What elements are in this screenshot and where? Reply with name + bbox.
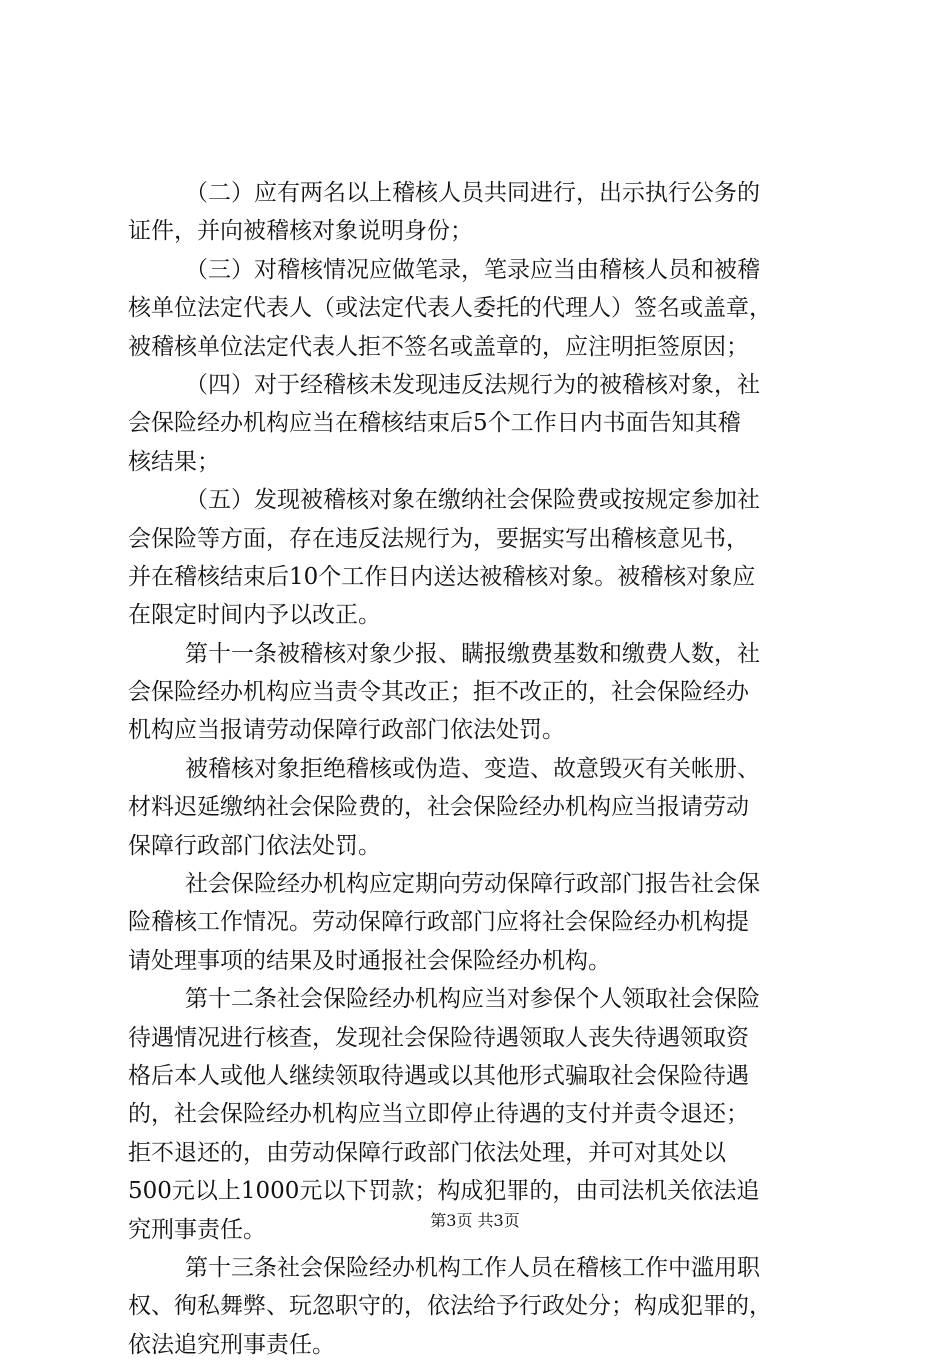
text-line: 机构应当报请劳动保障行政部门依法处罚。 <box>128 717 565 744</box>
text-line: 待遇情况进行核查，发现社会保险待遇领取人丧失待遇领取资 <box>128 1024 749 1051</box>
text-line: （五）发现被稽核对象在缴纳社会保险费或按规定参加社 <box>185 487 760 514</box>
paragraph <box>128 366 838 481</box>
text-line: 500元以上1000元以下罚款；构成犯罪的，由司法机关依法追 <box>128 1178 760 1205</box>
text-line: 社会保险经办机构应定期向劳动保障行政部门报告社会保 <box>185 871 760 898</box>
text-line: 在限定时间内予以改正。 <box>128 602 381 629</box>
text-line: 拒不退还的，由劳动保障行政部门依法处理，并可对其处以 <box>128 1139 726 1166</box>
text-line: （四）对于经稽核未发现违反法规行为的被稽核对象，社 <box>185 371 760 398</box>
text-line: 请处理事项的结果及时通报社会保险经办机构。 <box>128 947 611 974</box>
text-line: 核单位法定代表人（或法定代表人委托的代理人）签名或盖章， <box>128 295 772 322</box>
text-line: 第十二条社会保险经办机构应当对参保个人领取社会保险 <box>185 986 760 1013</box>
page-footer: 第3页 共3页 <box>430 1211 520 1230</box>
text-line: 核结果； <box>128 448 220 475</box>
text-line: 险稽核工作情况。劳动保障行政部门应将社会保险经办机构提 <box>128 909 749 936</box>
text-line: 格后本人或他人继续领取待遇或以其他形式骗取社会保险待遇 <box>128 1062 749 1089</box>
paragraph <box>128 635 838 750</box>
text-line: 会保险经办机构应当责令其改正；拒不改正的，社会保险经办 <box>128 679 749 706</box>
text-line: 的，社会保险经办机构应当立即停止待遇的支付并责令退还； <box>128 1101 749 1128</box>
text-line: 证件，并向被稽核对象说明身份； <box>128 218 473 245</box>
paragraph <box>128 750 838 865</box>
text-line: （三）对稽核情况应做笔录，笔录应当由稽核人员和被稽 <box>185 256 760 283</box>
paragraph <box>128 1249 838 1364</box>
text-line: 权、徇私舞弊、玩忽职守的，依法给予行政处分；构成犯罪的， <box>128 1293 772 1320</box>
text-line: （二）应有两名以上稽核人员共同进行，出示执行公务的 <box>185 180 760 206</box>
text-line: 第十一条被稽核对象少报、瞒报缴费基数和缴费人数，社 <box>185 640 760 667</box>
text-line: 并在稽核结束后10个工作日内送达被稽核对象。被稽核对象应 <box>128 563 756 590</box>
paragraph <box>128 980 838 1249</box>
text-line: 被稽核单位法定代表人拒不签名或盖章的，应注明拒签原因； <box>128 333 749 360</box>
text-line: 究刑事责任。 <box>128 1216 266 1243</box>
text-line: 材料迟延缴纳社会保险费的，社会保险经办机构应当报请劳动 <box>128 794 749 821</box>
text-line: 依法追究刑事责任。 <box>128 1331 335 1358</box>
paragraph <box>128 174 838 251</box>
paragraph <box>128 865 838 980</box>
text-line: 第十三条社会保险经办机构工作人员在稽核工作中滥用职 <box>185 1254 760 1281</box>
document-body <box>128 174 838 1364</box>
paragraph <box>128 481 838 635</box>
text-line: 被稽核对象拒绝稽核或伪造、变造、故意毁灭有关帐册、 <box>185 755 760 782</box>
paragraph <box>128 251 838 366</box>
text-line: 会保险经办机构应当在稽核结束后5个工作日内书面告知其稽 <box>128 410 741 437</box>
text-line: 保障行政部门依法处罚。 <box>128 832 381 859</box>
text-line: 会保险等方面，存在违反法规行为，要据实写出稽核意见书， <box>128 525 749 552</box>
